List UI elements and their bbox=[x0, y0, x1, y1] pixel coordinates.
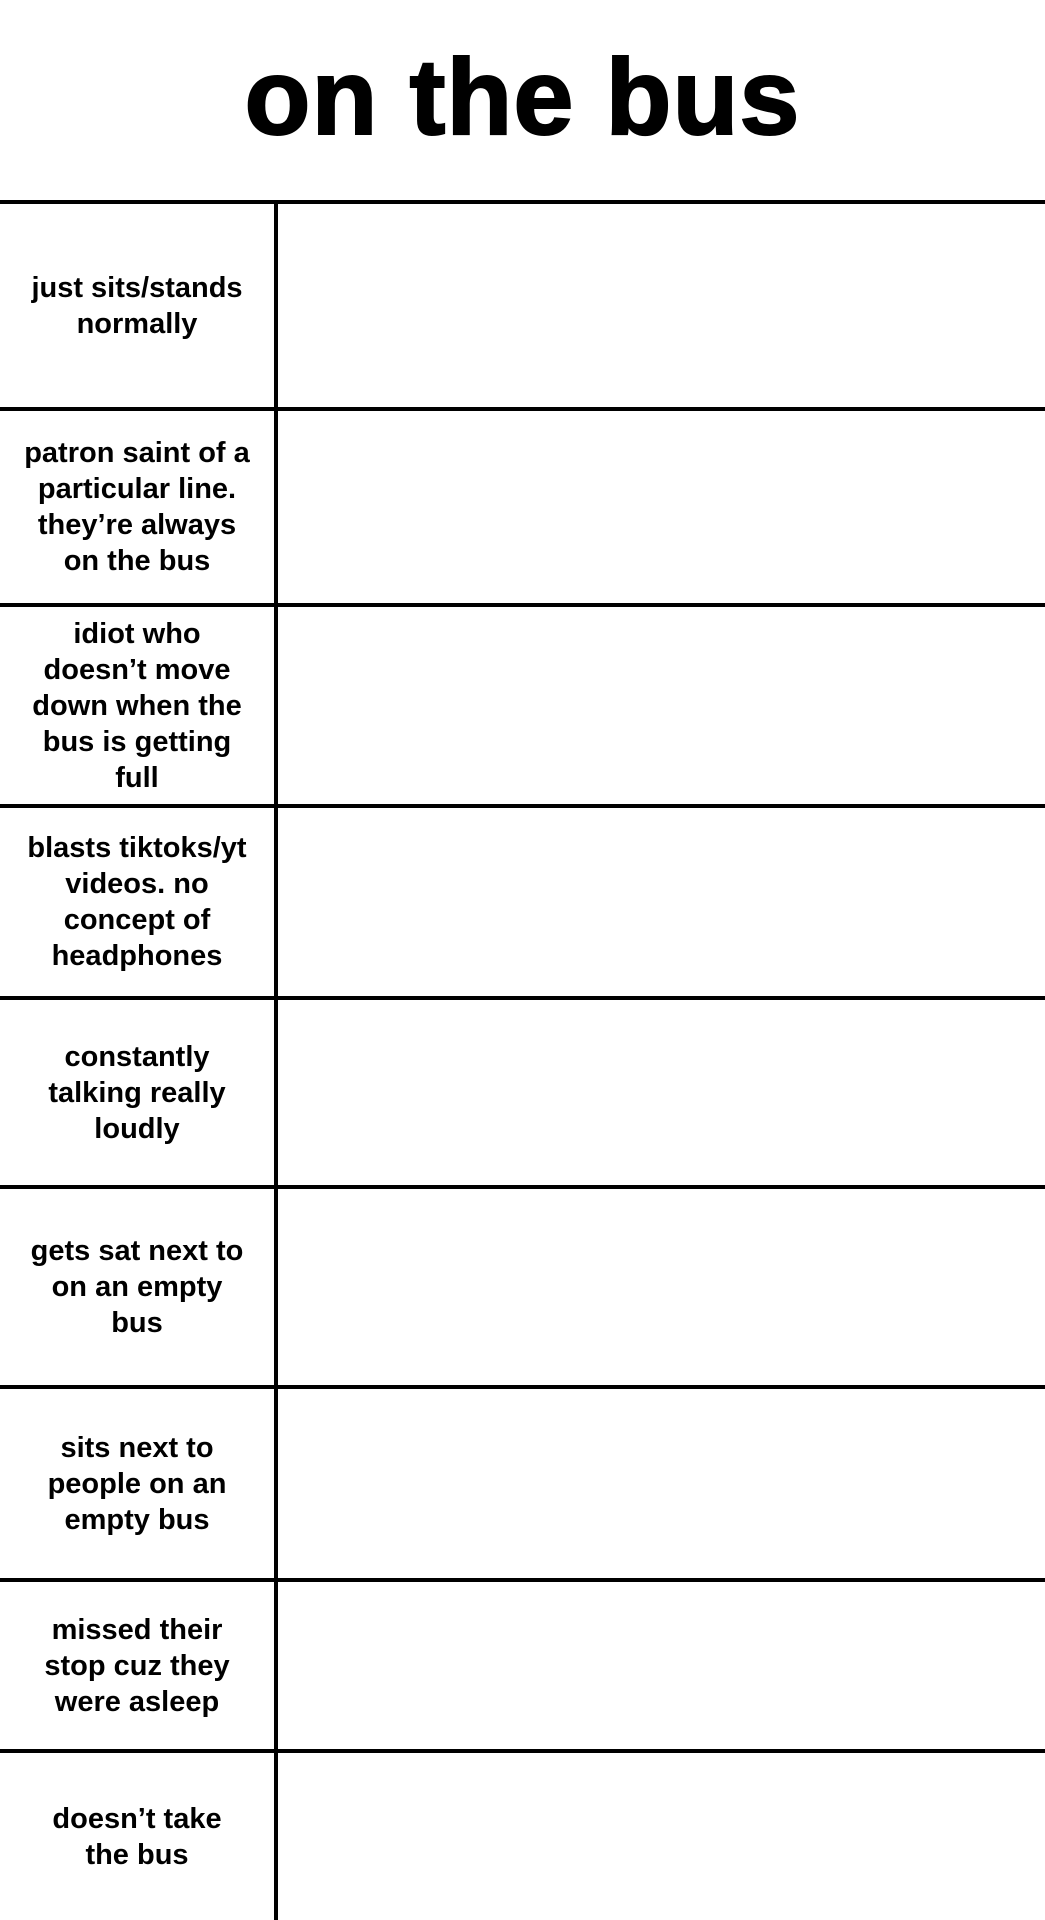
row-label-cell bbox=[0, 1389, 274, 1578]
row-label-cell bbox=[0, 411, 274, 603]
alignment-grid bbox=[0, 200, 1045, 1920]
row-label: constantly talking really loudly bbox=[48, 1040, 226, 1145]
row-answer-cell[interactable] bbox=[278, 1389, 1045, 1578]
row-label-cell bbox=[0, 1189, 274, 1385]
row-answer-cell[interactable] bbox=[278, 1753, 1045, 1920]
row-answer-cell[interactable] bbox=[278, 411, 1045, 603]
row-label: missed their stop cuz they were asleep bbox=[44, 1613, 230, 1718]
row-label-cell bbox=[0, 607, 274, 804]
row-answer-cell[interactable] bbox=[278, 204, 1045, 407]
row-answer-cell[interactable] bbox=[278, 1000, 1045, 1185]
row-answer-cell[interactable] bbox=[278, 1582, 1045, 1749]
row-label-cell bbox=[0, 1753, 274, 1920]
row-answer-cell[interactable] bbox=[278, 808, 1045, 996]
row-label-cell bbox=[0, 1582, 274, 1749]
row-answer-cell[interactable] bbox=[278, 1189, 1045, 1385]
row-label: blasts tiktoks/yt videos. no concept of headphones bbox=[27, 832, 247, 972]
row-label: just sits/stands normally bbox=[31, 271, 243, 340]
row-label: idiot who doesn’t move down when the bus is getting full bbox=[32, 617, 242, 794]
row-label: gets sat next to on an empty bus bbox=[30, 1235, 244, 1339]
row-label: patron saint of a particular line. they’re always on the bus bbox=[24, 437, 250, 577]
row-answer-cell[interactable] bbox=[278, 607, 1045, 804]
row-label-cell bbox=[0, 808, 274, 996]
chart-title: on the bus bbox=[244, 36, 801, 157]
row-label: doesn’t take the bus bbox=[52, 1802, 222, 1871]
row-label-cell bbox=[0, 204, 274, 407]
row-label-cell bbox=[0, 1000, 274, 1185]
row-label: sits next to people on an empty bus bbox=[47, 1431, 227, 1536]
